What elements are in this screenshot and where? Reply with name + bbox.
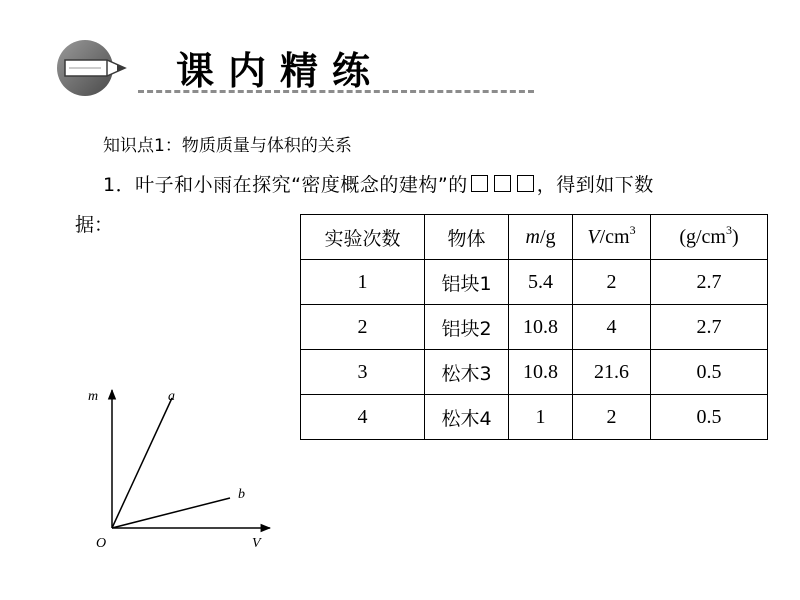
question-suffix: ，得到如下数 bbox=[536, 174, 654, 196]
cell-object: 松木4 bbox=[425, 395, 509, 440]
table-row bbox=[301, 350, 768, 395]
cell-mass: 10.8 bbox=[509, 305, 573, 350]
line-b-label: b bbox=[238, 487, 245, 502]
cell-ratio: 2.7 bbox=[651, 260, 768, 305]
header-volume bbox=[573, 215, 651, 260]
question-prefix: 1．叶子和小雨在探究“密度概念的建构”的 bbox=[103, 174, 468, 196]
placeholder-box bbox=[494, 175, 511, 192]
cell-trial: 4 bbox=[301, 395, 425, 440]
x-axis-label: V bbox=[252, 536, 261, 551]
y-axis-label: m bbox=[88, 389, 99, 404]
cell-volume: 21.6 bbox=[573, 350, 651, 395]
placeholder-box bbox=[517, 175, 534, 192]
cell-object: 铝块2 bbox=[425, 305, 509, 350]
line-a-label: a bbox=[168, 389, 175, 404]
question-text-continued: 据： bbox=[75, 214, 114, 236]
mass-symbol: m bbox=[525, 225, 540, 248]
cell-ratio: 2.7 bbox=[651, 305, 768, 350]
pencil-icon bbox=[55, 38, 133, 98]
table-row bbox=[301, 395, 768, 440]
table-header-row bbox=[301, 215, 768, 260]
question-text bbox=[103, 170, 654, 197]
cell-mass: 1 bbox=[509, 395, 573, 440]
origin-label: O bbox=[96, 536, 107, 551]
cell-trial: 1 bbox=[301, 260, 425, 305]
header-mass bbox=[509, 215, 573, 260]
placeholder-box bbox=[471, 175, 488, 192]
table-row bbox=[301, 260, 768, 305]
knowledge-point-heading: 知识点1：物质质量与体积的关系 bbox=[103, 136, 352, 156]
title-divider bbox=[138, 90, 534, 93]
cell-ratio: 0.5 bbox=[651, 395, 768, 440]
table-row bbox=[301, 305, 768, 350]
cell-volume: 2 bbox=[573, 260, 651, 305]
line-b bbox=[112, 498, 230, 528]
cell-mass: 10.8 bbox=[509, 350, 573, 395]
page-title: 课内精练 bbox=[176, 49, 385, 93]
cell-object: 松木3 bbox=[425, 350, 509, 395]
ratio-exponent: 3 bbox=[725, 222, 732, 237]
volume-exponent: 3 bbox=[629, 222, 636, 237]
cell-trial: 3 bbox=[301, 350, 425, 395]
cell-object: 铝块1 bbox=[425, 260, 509, 305]
mass-unit: /g bbox=[539, 225, 556, 248]
cell-mass: 5.4 bbox=[509, 260, 573, 305]
header-ratio bbox=[651, 215, 768, 260]
line-a bbox=[112, 398, 172, 528]
volume-unit: /cm bbox=[599, 225, 630, 248]
cell-volume: 2 bbox=[573, 395, 651, 440]
ratio-unit-close: ) bbox=[731, 225, 739, 248]
data-table bbox=[300, 214, 768, 440]
cell-volume: 4 bbox=[573, 305, 651, 350]
header-object: 物体 bbox=[425, 215, 509, 260]
ratio-unit-open: (g/cm bbox=[679, 225, 726, 248]
mass-volume-graph bbox=[80, 380, 280, 560]
header-trial: 实验次数 bbox=[301, 215, 425, 260]
cell-trial: 2 bbox=[301, 305, 425, 350]
volume-symbol: V bbox=[587, 225, 600, 248]
cell-ratio: 0.5 bbox=[651, 350, 768, 395]
